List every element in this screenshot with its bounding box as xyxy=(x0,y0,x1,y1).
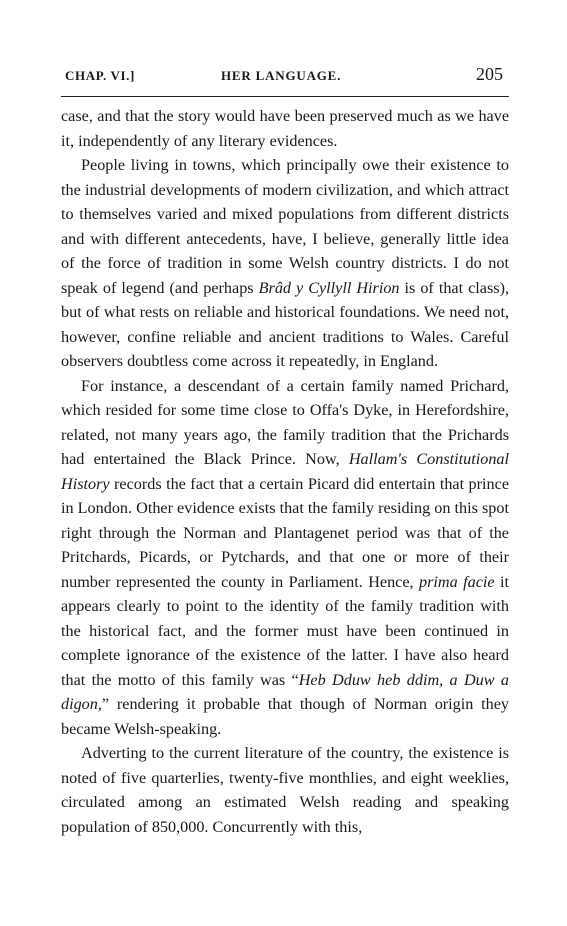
body-text xyxy=(61,104,509,839)
header-rule xyxy=(61,96,509,97)
page-number: 205 xyxy=(476,64,503,84)
text-run: ” rendering it probable that though of Norman origin they became Welsh-speaking. xyxy=(61,695,509,738)
text-run: For instance, a descendant of a certain family named Prichard, which resided for some time close to Offa's Dyke, in Herefordshire, related, not many years ago, the family tradition that the Prichards had entertained the Black Prince. Now, xyxy=(61,376,509,468)
text-run: People living in towns, which principally owe their existence to the industrial developments of modern civilization, and which attract to themselves varied and mixed populations from different districts and with different antecedents, have, I believe, generally little idea of the force of tradition in some Welsh country districts. I do not speak of legend (and perhaps xyxy=(61,156,509,297)
paragraph xyxy=(61,374,509,742)
chapter-label: CHAP. VI.] xyxy=(65,68,135,83)
running-header xyxy=(61,64,509,88)
running-title: HER LANGUAGE. xyxy=(221,68,342,83)
paragraph xyxy=(61,153,509,374)
paragraph xyxy=(61,741,509,839)
text-run: case, and that the story would have been preserved much as we have it, independently of any literary evidences. xyxy=(61,107,509,150)
italic-text-run: Hallam's Constitutional History xyxy=(61,450,510,493)
italic-text-run: Heb Dduw heb ddim, a Duw a digon, xyxy=(61,670,509,713)
italic-text-run: Brâd y Cyllyll Hirion xyxy=(258,278,400,297)
paragraph xyxy=(61,104,509,153)
text-run: is of that class), but of what rests on reliable and historical foundations. We need not, however, confine reliable and ancient traditions to Wales. Careful observers doubtless come across it repeatedly, in England. xyxy=(61,278,510,370)
text-run: Adverting to the current literature of the country, the existence is noted of five quarterlies, twenty-five monthlies, and eight weeklies, circulated among an estimated Welsh reading and speaking population of 850,000. Concurrently with this, xyxy=(61,744,509,836)
text-run: records the fact that a certain Picard did entertain that prince in London. Other evidence exists that the family residing on this spot right through the Norman and Plantagenet period was that of the Pritchards, Picards, or Pytchards, and that one or more of their number represented the county in Parliament. Hence, xyxy=(61,474,509,591)
text-run: it appears clearly to point to the identity of the family tradition with the historical fact, and the former must have been continued in complete ignorance of the existence of the latter. I have also heard that the motto of this family was “ xyxy=(61,572,509,689)
book-page xyxy=(61,60,509,900)
italic-text-run: prima facie xyxy=(419,572,495,591)
